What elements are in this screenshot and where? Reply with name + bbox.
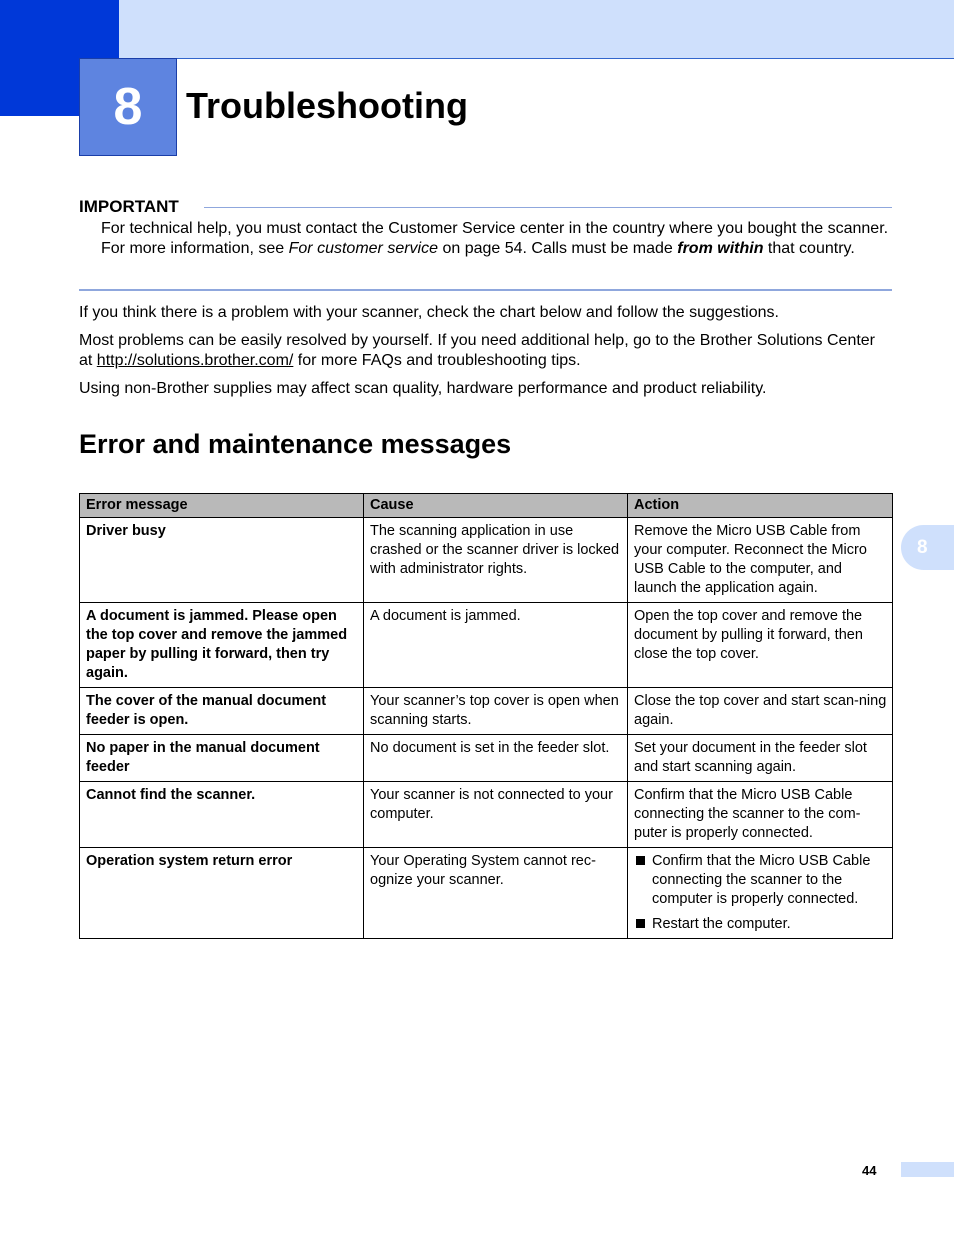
error-message-cell: Operation system return error [80,848,364,939]
action-bullet-text: Confirm that the Micro USB Cable connecting the scanner to the computer is properly connected. [652,853,871,907]
table-row [80,782,893,848]
header-error-message: Error message [80,494,364,518]
action-bullet-text: Restart the computer. [652,916,791,932]
cause-cell: Your scanner’s top cover is open when scanning starts. [364,688,628,735]
page-number-tab [901,1162,954,1177]
intro-paragraph-1: If you think there is a problem with your scanner, check the chart below and follow the suggestions. [79,304,779,321]
square-bullet-icon [636,919,645,928]
important-text: For technical help, you must contact the Customer Service center in the country where you bought the scanner. For more information, see For customer service on page 54. Calls must be made from within that country. [101,220,889,257]
chapter-title: Troubleshooting [186,85,468,126]
page-number: 44 [862,1163,877,1178]
section-title: Error and maintenance messages [79,429,512,459]
square-bullet-icon [636,856,645,865]
cause-cell: No document is set in the feeder slot. [364,735,628,782]
action-cell: Open the top cover and remove the document by pulling it forward, then close the top cover. [628,603,893,688]
action-cell: Set your document in the feeder slot and start scanning again. [628,735,893,782]
header-cause: Cause [364,494,628,518]
error-message-cell: The cover of the manual document feeder is open. [80,688,364,735]
header-action: Action [628,494,893,518]
intro-paragraph-2: Most problems can be easily resolved by yourself. If you need additional help, go to the Brother Solutions Center at http://solutions.brother.com/ for more FAQs and troubleshooting tips. [79,332,876,369]
action-cell: Close the top cover and start scan-ning again. [628,688,893,735]
table-row [80,518,893,603]
cross-reference[interactable]: For customer service [288,240,438,257]
error-message-cell: No paper in the manual document feeder [80,735,364,782]
important-heading: IMPORTANT [79,197,179,216]
header-band [0,0,954,59]
table-row [80,603,893,688]
cause-cell: Your Operating System cannot rec-ognize your scanner. [364,848,628,939]
action-cell [628,848,893,939]
cause-cell: A document is jammed. [364,603,628,688]
error-messages-table [79,493,893,939]
cause-cell: Your scanner is not connected to your computer. [364,782,628,848]
table-row [80,848,893,939]
table-row [80,735,893,782]
intro-paragraph-3: Using non-Brother supplies may affect scan quality, hardware performance and product reliability. [79,380,767,397]
important-divider [204,207,892,208]
important-bottom-divider [79,289,892,291]
error-message-cell: Driver busy [80,518,364,603]
solutions-center-link[interactable]: http://solutions.brother.com/ [96,352,294,369]
list-item [628,915,887,934]
error-message-cell: A document is jammed. Please open the top cover and remove the jammed paper by pulling it forward, then try again. [80,603,364,688]
action-cell: Confirm that the Micro USB Cable connecting the scanner to the com-puter is properly connected. [628,782,893,848]
chapter-side-tab: 8 [901,525,954,570]
cause-cell: The scanning application in use crashed or the scanner driver is locked with administrator rights. [364,518,628,603]
chapter-number-badge: 8 [79,58,177,156]
list-item [628,852,887,909]
table-row [80,688,893,735]
action-cell: Remove the Micro USB Cable from your computer. Reconnect the Micro USB Cable to the computer, and launch the application again. [628,518,893,603]
error-message-cell: Cannot find the scanner. [80,782,364,848]
table-header-row [80,494,893,518]
